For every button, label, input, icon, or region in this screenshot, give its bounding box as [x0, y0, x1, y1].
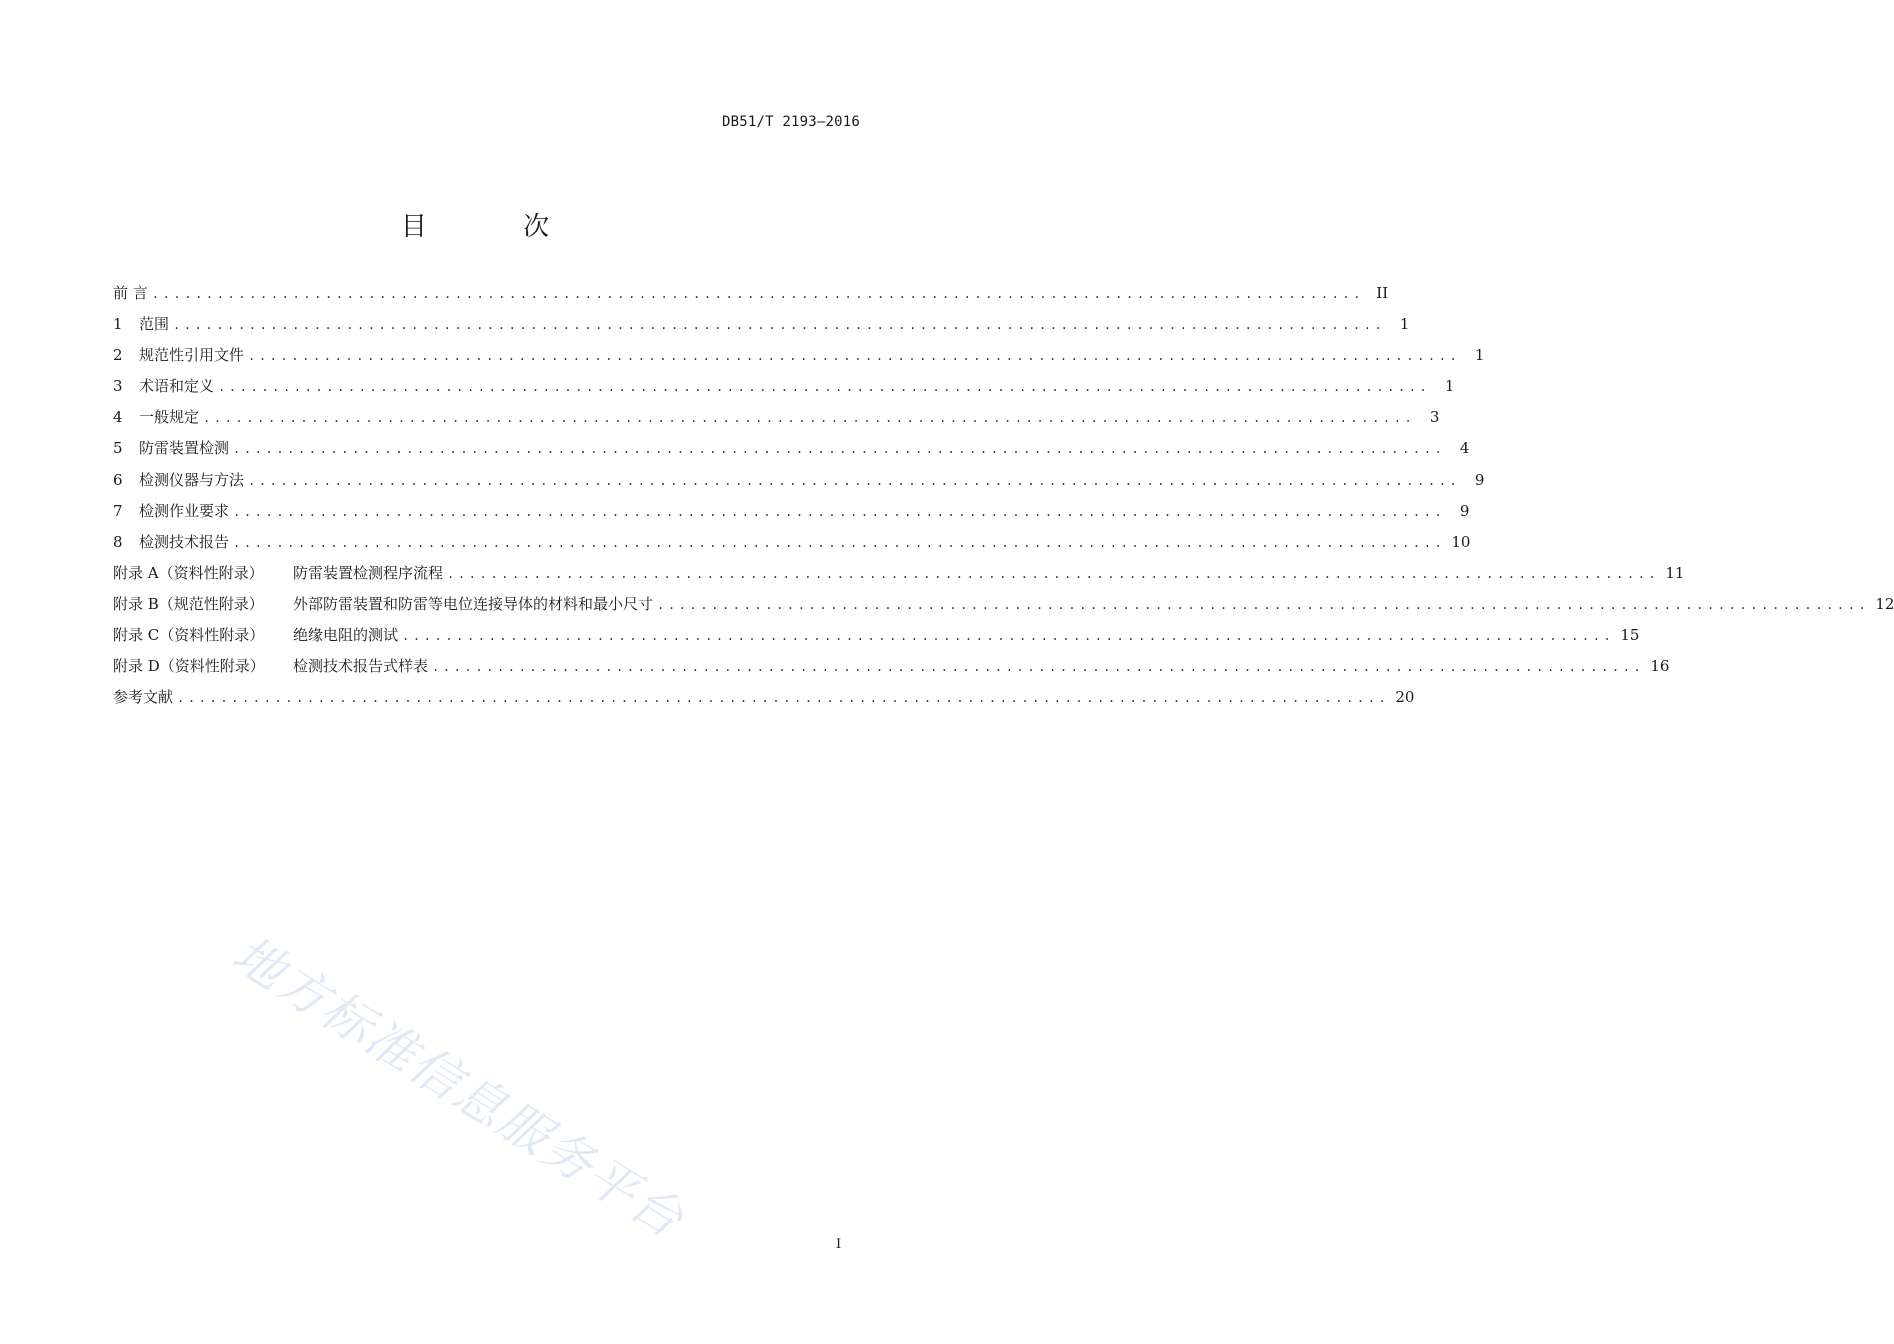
toc-entry-label: 参考文献 — [113, 688, 174, 707]
toc-entry-label: 外部防雷装置和防雷等电位连接导体的材料和最小尺寸 — [293, 594, 654, 613]
toc-entry-label: 规范性引用文件 — [139, 346, 245, 365]
toc-entry-annex-a[interactable] — [113, 562, 1685, 593]
dot-leader: ................................................................................................................ — [177, 691, 1390, 706]
toc-annex-label: 附录 A（资料性附录） — [113, 563, 264, 582]
toc-entry-number: 6 — [113, 470, 123, 489]
toc-entry-number: 1 — [113, 315, 123, 334]
page-number: I — [836, 1237, 842, 1252]
dot-leader: ................................................................................................................ — [248, 349, 1461, 364]
dot-leader: ................................................................................................................ — [151, 287, 1365, 301]
toc-entry-label: 前 言 — [113, 284, 148, 302]
toc-entry-label: 检测作业要求 — [139, 501, 230, 520]
toc-entry-scope[interactable] — [113, 313, 1410, 344]
toc-entry-instruments-methods[interactable] — [113, 469, 1485, 500]
dot-leader: ................................................................................................................ — [248, 473, 1461, 488]
toc-annex-label: 附录 C（资料性附录） — [113, 626, 265, 645]
toc-entry-label: 范围 — [139, 315, 170, 334]
dot-leader: ................................................................................................................ — [203, 411, 1416, 426]
toc-entry-label: 防雷装置检测 — [139, 439, 230, 458]
dot-leader: ................................................................................................................ — [218, 380, 1431, 395]
dot-leader: ................................................................................................................ — [447, 566, 1660, 581]
page-title: 目 次 — [400, 212, 594, 242]
dot-leader: ................................................................................................................ — [402, 629, 1615, 644]
toc-entry-annex-d[interactable] — [113, 655, 1670, 686]
toc-annex-label: 附录 B（规范性附录） — [113, 594, 264, 613]
toc-entry-annex-b[interactable] — [113, 593, 1894, 624]
toc-entry-general-provisions[interactable] — [113, 406, 1440, 437]
dot-leader: ................................................................................................................ — [657, 597, 1870, 612]
dot-leader: ................................................................................................................ — [233, 504, 1446, 519]
toc-entry-number: 5 — [113, 439, 123, 458]
dot-leader: ................................................................................................................ — [173, 318, 1386, 333]
toc-entry-page: 9 — [1474, 470, 1485, 489]
toc-entry-label: 检测技术报告式样表 — [293, 657, 429, 676]
toc-entry-annex-c[interactable] — [113, 624, 1640, 655]
toc-annex-label: 附录 D（资料性附录） — [113, 657, 265, 676]
toc-entry-page: 15 — [1620, 626, 1640, 645]
toc-entry-label: 检测仪器与方法 — [139, 470, 245, 489]
toc-entry-page: 9 — [1459, 501, 1470, 520]
toc-entry-label: 术语和定义 — [139, 377, 215, 396]
toc-entry-page: 10 — [1451, 532, 1471, 551]
toc-entry-number: 2 — [113, 346, 123, 365]
toc-entry-page: 3 — [1429, 408, 1440, 427]
toc-entry-page: 1 — [1399, 315, 1410, 334]
toc-entry-foreword[interactable] — [113, 282, 1389, 313]
toc-entry-number: 4 — [113, 408, 123, 427]
toc-entry-page: 4 — [1459, 439, 1470, 458]
toc-entry-label: 检测技术报告 — [139, 532, 230, 551]
toc-entry-page: 1 — [1474, 346, 1485, 365]
toc-entry-label: 防雷装置检测程序流程 — [293, 563, 444, 582]
toc-entry-number: 3 — [113, 377, 123, 396]
toc-entry-operation-requirements[interactable] — [113, 500, 1470, 531]
dot-leader: ................................................................................................................ — [233, 535, 1446, 550]
toc-entry-technical-report[interactable] — [113, 531, 1471, 562]
table-of-contents — [113, 282, 1894, 717]
toc-entry-label: 一般规定 — [139, 408, 200, 427]
document-code: DB51/T 2193—2016 — [721, 114, 860, 130]
dot-leader: ................................................................................................................ — [233, 442, 1446, 457]
toc-entry-number: 8 — [113, 532, 123, 551]
toc-entry-lightning-device-inspection[interactable] — [113, 437, 1470, 468]
toc-entry-page: 16 — [1650, 657, 1670, 676]
toc-entry-bibliography[interactable] — [113, 686, 1415, 717]
toc-entry-page: 20 — [1395, 688, 1415, 707]
toc-entry-terms-definitions[interactable] — [113, 375, 1455, 406]
toc-entry-page: 1 — [1444, 377, 1455, 396]
toc-entry-label: 绝缘电阻的测试 — [293, 626, 399, 645]
toc-entry-page: 11 — [1665, 563, 1685, 582]
toc-entry-page: II — [1376, 284, 1389, 302]
toc-entry-page: 12 — [1875, 594, 1894, 613]
toc-entry-number: 7 — [113, 501, 123, 520]
toc-entry-normative-references[interactable] — [113, 344, 1485, 375]
watermark-text: 地方标准信息服务平台 — [222, 924, 695, 1250]
dot-leader: ................................................................................................................ — [432, 660, 1645, 675]
